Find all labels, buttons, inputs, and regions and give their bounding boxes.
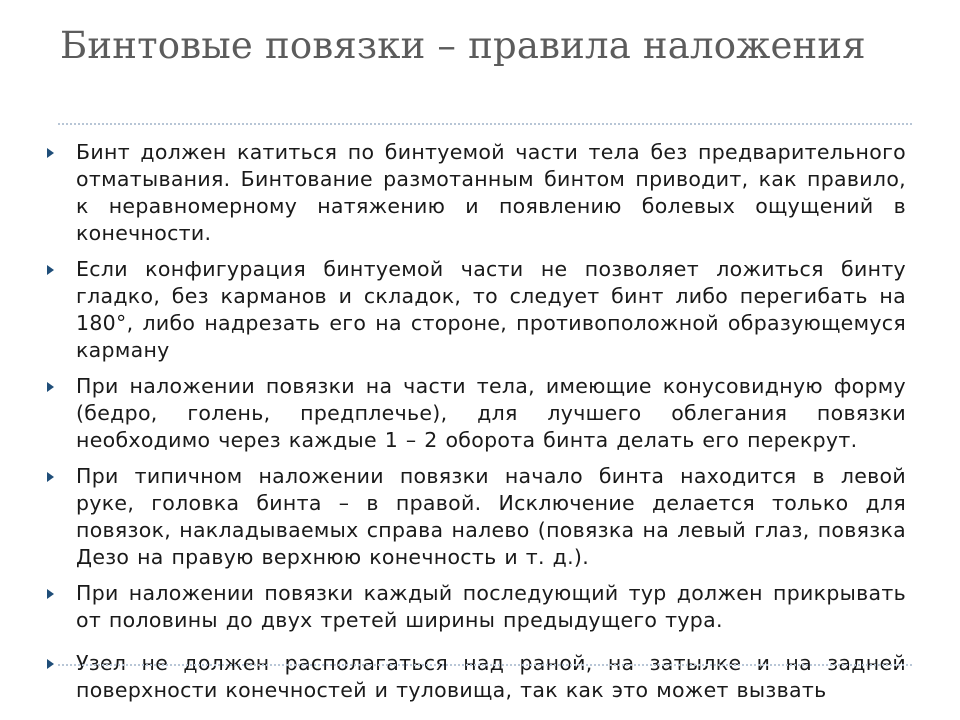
list-item-text: Узел не должен располагаться над раной, на затылке и на задней поверхности конечностей и туловища, так как это может вызвать	[76, 651, 906, 702]
triangle-bullet-icon	[46, 588, 56, 600]
triangle-bullet-icon	[46, 381, 56, 393]
section-divider	[58, 664, 912, 666]
triangle-bullet-icon	[46, 658, 56, 670]
list-item	[46, 373, 906, 454]
list-item	[46, 139, 906, 247]
title-divider	[58, 123, 912, 125]
list-item	[46, 650, 906, 704]
list-item-text: Бинт должен катиться по бинтуемой части тела без предварительного отматывания. Бинтование размотанным бинтом приводит, как правило, к неравномерному натяжению и появлению болевых ощущений в конечности.	[76, 140, 906, 245]
list-item-text: При наложении повязки на части тела, имеющие конусовидную форму (бедро, голень, предплечье), для лучшего облегания повязки необходимо через каждые 1 – 2 оборота бинта делать его перекрут.	[76, 374, 906, 452]
list-item-text: Если конфигурация бинтуемой части не позволяет ложиться бинту гладко, без карманов и складок, то следует бинт либо перегибать на 180°, либо надрезать его на стороне, противоположной образующемуся карману	[76, 257, 906, 362]
triangle-bullet-icon	[46, 471, 56, 483]
bullet-list	[46, 139, 906, 713]
list-item-text: При типичном наложении повязки начало бинта находится в левой руке, головка бинта – в правой. Исключение делается только для повязок, накладываемых справа налево (повязка на левый глаз, повязка Дезо на правую верхнюю конечность и т. д.).	[76, 464, 906, 569]
list-item	[46, 580, 906, 634]
triangle-bullet-icon	[46, 264, 56, 276]
list-item	[46, 463, 906, 571]
slide-title: Бинтовые повязки – правила наложения	[60, 24, 866, 67]
list-item	[46, 256, 906, 364]
triangle-bullet-icon	[46, 147, 56, 159]
list-item-text: При наложении повязки каждый последующий тур должен прикрывать от половины до двух третей ширины предыдущего тура.	[76, 581, 906, 632]
